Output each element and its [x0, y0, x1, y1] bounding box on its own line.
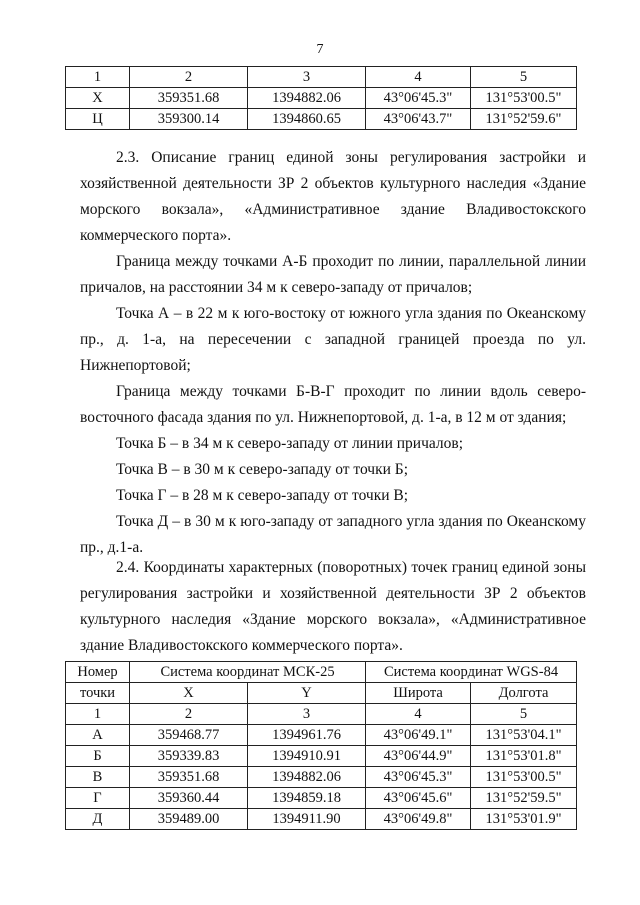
table-row	[66, 88, 577, 109]
table-cell: 359339.83	[130, 746, 248, 767]
table-cell: 1	[66, 67, 130, 88]
table-row	[66, 725, 577, 746]
table-row	[66, 746, 577, 767]
table-cell: 1394882.06	[248, 767, 366, 788]
table-cell: 4	[366, 67, 471, 88]
table-cell: 5	[471, 704, 577, 725]
table-cell: 131°53'01.8"	[471, 746, 577, 767]
table-cell: 131°52'59.5"	[471, 788, 577, 809]
paragraph: Точка В – в 30 м к северо-западу от точки Б;	[116, 461, 409, 478]
table-cell: 131°53'00.5"	[471, 88, 577, 109]
column-header-point: Номер	[66, 662, 130, 683]
table-cell: В	[66, 767, 130, 788]
column-header: Широта	[366, 683, 471, 704]
table-cell: 3	[248, 704, 366, 725]
table-cell: 359489.00	[130, 809, 248, 830]
table-cell: 359360.44	[130, 788, 248, 809]
table-cell: 2	[130, 704, 248, 725]
table-cell: Х	[66, 88, 130, 109]
table-cell: 131°53'00.5"	[471, 767, 577, 788]
table-cell: А	[66, 725, 130, 746]
table-cell: 1394911.90	[248, 809, 366, 830]
table-cell: Д	[66, 809, 130, 830]
column-group-msk: Система координат МСК-25	[130, 662, 366, 683]
table-cell: 2	[130, 67, 248, 88]
table-cell: Б	[66, 746, 130, 767]
table-row	[66, 788, 577, 809]
table-cell: 43°06'45.6"	[366, 788, 471, 809]
table-header-row	[66, 662, 577, 683]
table-cell: 359351.68	[130, 88, 248, 109]
table-cell: 359351.68	[130, 767, 248, 788]
table-cell: 1394860.65	[248, 109, 366, 130]
paragraph: Граница между точками Б-В-Г проходит по линии вдоль северо-восточного фасада здания по ул. Нижнепортовой, д. 1-а, в 12 м от здания;	[80, 383, 586, 426]
table-row	[66, 767, 577, 788]
table-cell: Г	[66, 788, 130, 809]
table-cell: 131°53'01.9"	[471, 809, 577, 830]
table-cell: 3	[248, 67, 366, 88]
table-index-row	[66, 704, 577, 725]
table-cell: 43°06'49.1"	[366, 725, 471, 746]
paragraph: Граница между точками А-Б проходит по линии, параллельной линии причалов, на расстоянии 34 м к северо-западу от причалов;	[80, 253, 586, 296]
table-cell: 1	[66, 704, 130, 725]
page-number: 7	[316, 42, 324, 57]
coordinates-table-continued	[65, 66, 577, 130]
table-header-row	[66, 683, 577, 704]
table-cell: 43°06'43.7"	[366, 109, 471, 130]
table-cell: Ц	[66, 109, 130, 130]
table-cell: 1394961.76	[248, 725, 366, 746]
paragraph: Точка Д – в 30 м к юго-западу от западного угла здания по Океанскому пр., д.1-а.	[80, 513, 586, 556]
table-index-row	[66, 67, 577, 88]
coordinates-table	[65, 661, 577, 830]
table-row	[66, 809, 577, 830]
table-cell: 4	[366, 704, 471, 725]
table-cell: 43°06'45.3"	[366, 767, 471, 788]
table-cell: 359468.77	[130, 725, 248, 746]
column-header: X	[130, 683, 248, 704]
table-cell: 131°53'04.1"	[471, 725, 577, 746]
section-2-3	[80, 145, 586, 561]
table-cell: 43°06'44.9"	[366, 746, 471, 767]
column-group-wgs: Система координат WGS-84	[366, 662, 577, 683]
table-cell: 359300.14	[130, 109, 248, 130]
column-header: Долгота	[471, 683, 577, 704]
table-row	[66, 109, 577, 130]
table-cell: 43°06'49.8"	[366, 809, 471, 830]
paragraph: Точка Б – в 34 м к северо-западу от линии причалов;	[116, 435, 464, 452]
table-cell: 1394882.06	[248, 88, 366, 109]
table-cell: 131°52'59.6"	[471, 109, 577, 130]
section-heading: 2.3. Описание границ единой зоны регулирования застройки и хозяйственной деятельности ЗР 2 объектов культурного наследия «Здание морского вокзала», «Административное здание Владивостокского коммерческого порта».	[80, 149, 586, 244]
column-header-point-line2: точки	[66, 683, 130, 704]
paragraph: Точка А – в 22 м к юго-востоку от южного угла здания по Океанскому пр., д. 1-а, на пересечении с западной границей проезда по ул. Нижнепортовой;	[80, 305, 586, 374]
section-heading: 2.4. Координаты характерных (поворотных) точек границ единой зоны регулирования застройки и хозяйственной деятельности ЗР 2 объектов культурного наследия «Здание морского вокзала», «Административное здание Владивостокского коммерческого порта».	[80, 559, 586, 654]
table-cell: 1394910.91	[248, 746, 366, 767]
paragraph: Точка Г – в 28 м к северо-западу от точки В;	[116, 487, 409, 504]
column-header: Y	[248, 683, 366, 704]
table-cell: 43°06'45.3"	[366, 88, 471, 109]
table-cell: 5	[471, 67, 577, 88]
table-cell: 1394859.18	[248, 788, 366, 809]
section-2-4	[80, 555, 586, 659]
